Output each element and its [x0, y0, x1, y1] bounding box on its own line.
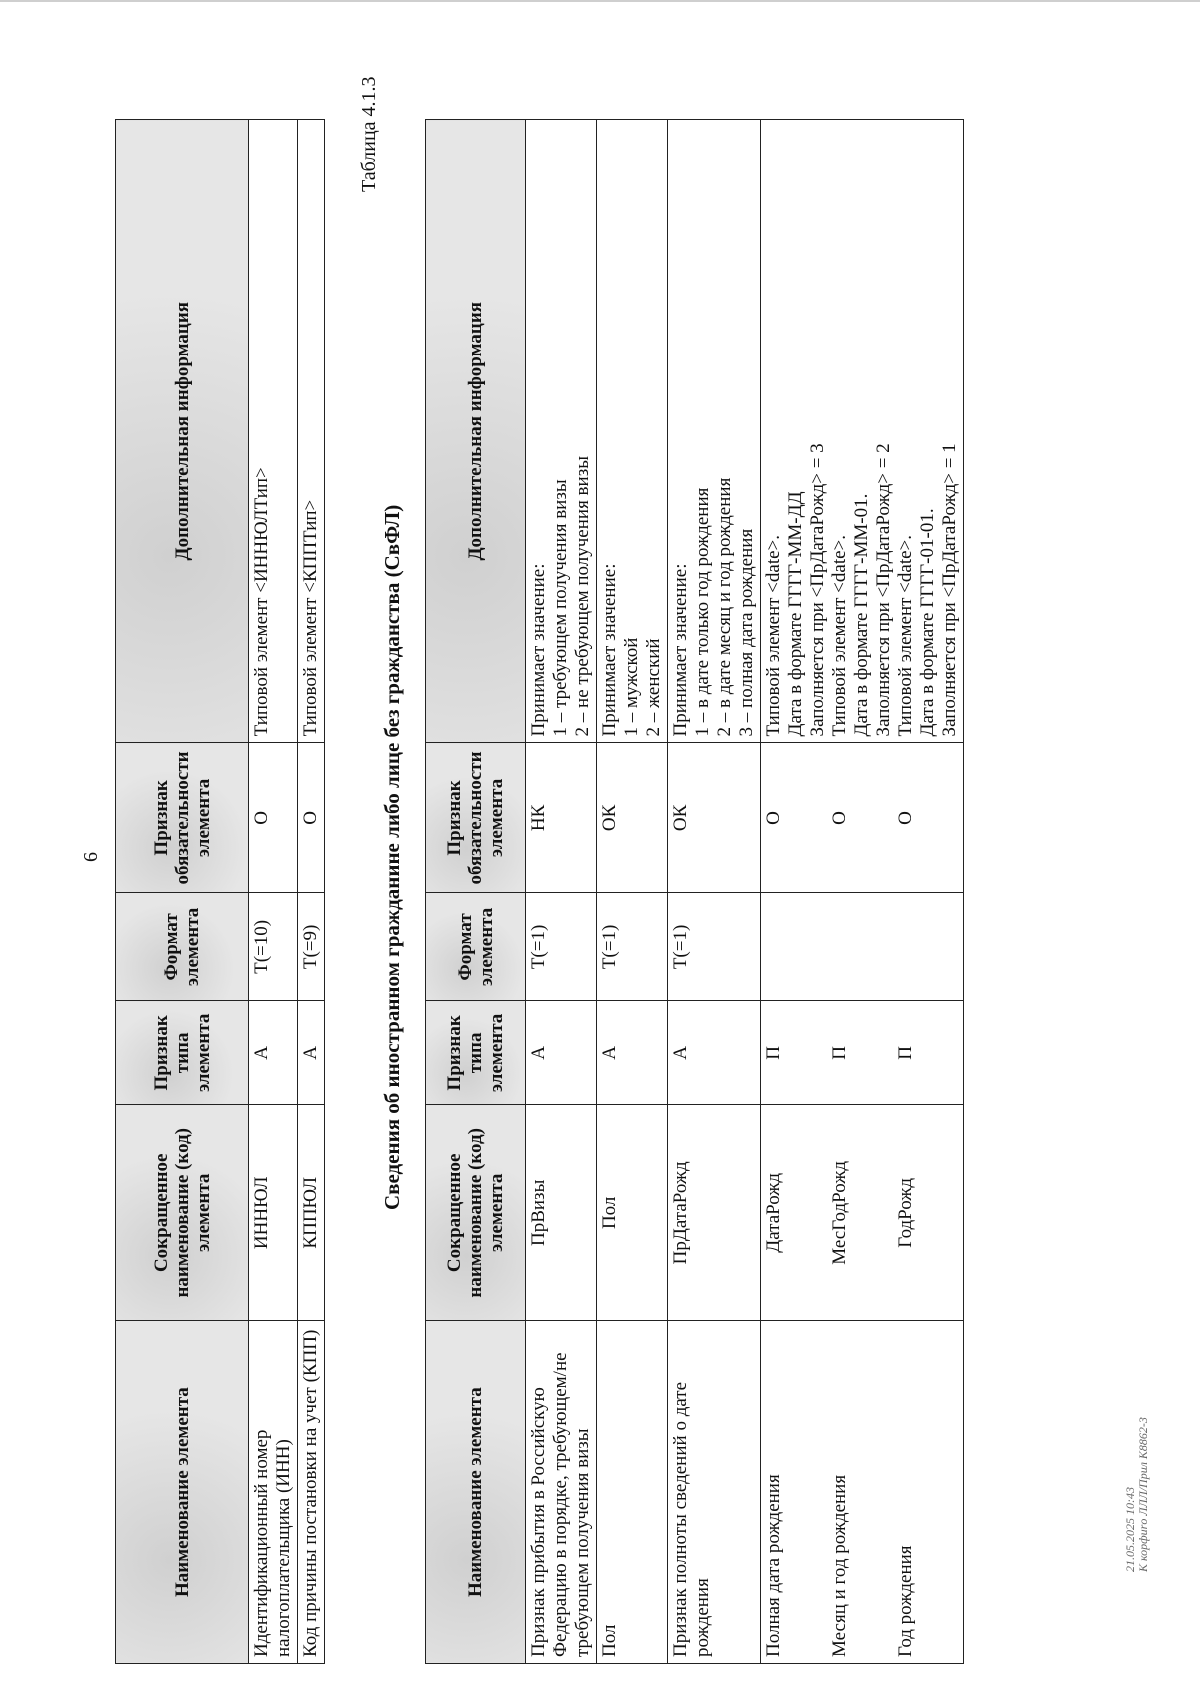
cell-type: А [526, 1001, 597, 1105]
info-line: Типовой элемент <date>. [829, 534, 850, 737]
cell-info [526, 120, 597, 743]
cell-code: ИННЮЛ [249, 1105, 298, 1321]
header-code: Сокращенное наименование (код) элемента [116, 1105, 249, 1321]
page-number: 6 [80, 852, 102, 862]
birth-year-required: О [895, 811, 916, 825]
info-line: 2 – женский [643, 638, 664, 737]
cell-info: Типовой элемент <ИННЮЛТип> [249, 120, 298, 743]
info-line: 1 – в дате только год рождения [692, 487, 713, 737]
table-number: Таблица 4.1.3 [358, 76, 380, 192]
table-row-birth-date-group [761, 120, 964, 1664]
birth-year-code: ГодРожд [895, 1177, 916, 1248]
header-info: Дополнительная информация [426, 120, 526, 743]
birth-full-date-code: ДатаРожд [763, 1172, 784, 1253]
cell-type [761, 1001, 964, 1105]
birth-full-date-name: Полная дата рождения [763, 1474, 784, 1657]
print-footer [1124, 1417, 1150, 1572]
cell-name: Пол [597, 1321, 668, 1664]
birth-year-type: П [895, 1046, 916, 1060]
info-line: Дата в формате ГГГГ-01-01. [917, 508, 938, 737]
header-format: Формат элемента [426, 893, 526, 1001]
cell-info [761, 120, 964, 743]
header-required: Признак обязательности элемента [116, 743, 249, 893]
cell-required: ОК [668, 743, 761, 893]
table-header-row [116, 120, 249, 1664]
info-line: 1 – мужской [621, 637, 642, 737]
info-line: Заполняется при <ПрДатаРожд> = 1 [939, 443, 960, 737]
info-line: Типовой элемент <date>. [763, 534, 784, 737]
cell-required: НК [526, 743, 597, 893]
info-line: Дата в формате ГГГГ-ММ-01. [851, 493, 872, 737]
header-info: Дополнительная информация [116, 120, 249, 743]
cell-type: А [668, 1001, 761, 1105]
cell-format: T(=9) [298, 893, 325, 1001]
cell-type: А [597, 1001, 668, 1105]
info-line: Заполняется при <ПрДатаРожд> = 2 [873, 443, 894, 737]
info-line: Типовой элемент <date>. [895, 534, 916, 737]
info-line: 2 – в дате месяц и год рождения [714, 477, 735, 737]
cell-name [761, 1321, 964, 1664]
cell-info: Типовой элемент <КППТип> [298, 120, 325, 743]
info-line: Принимает значение: [599, 563, 620, 737]
birth-month-year-code: МесГодРожд [829, 1160, 850, 1265]
footer-reference: К корфиrо ЛЛЛ/Прил К8862-3 [1136, 1417, 1150, 1572]
table-row [597, 120, 668, 1664]
cell-name: Код причины постановки на учет (КПП) [298, 1321, 325, 1664]
cell-name: Признак полноты сведений о дате рождения [668, 1321, 761, 1664]
elements-table-svfl [425, 119, 964, 1664]
birth-full-date-type: П [763, 1046, 784, 1060]
birth-month-year-name: Месяц и год рождения [829, 1474, 850, 1657]
birth-year-name: Год рождения [895, 1545, 916, 1657]
cell-format [761, 893, 964, 1001]
cell-name: Признак прибытия в Российскую Федерацию в порядке, требующем/не требующем получения визы [526, 1321, 597, 1664]
info-line: 3 – полная дата рождения [736, 528, 757, 737]
cell-code: КППЮЛ [298, 1105, 325, 1321]
cell-required: О [249, 743, 298, 893]
footer-timestamp: 21.05.2025 10:43 [1123, 1487, 1137, 1572]
header-code: Сокращенное наименование (код) элемента [426, 1105, 526, 1321]
cell-code [761, 1105, 964, 1321]
info-line: 2 – не требующем получения визы [572, 456, 593, 737]
cell-required [761, 743, 964, 893]
info-line: Заполняется при <ПрДатаРожд> = 3 [807, 443, 828, 737]
header-required: Признак обязательности элемента [426, 743, 526, 893]
info-line: Дата в формате ГГГГ-ММ-ДД [785, 491, 806, 737]
cell-code: ПрДатаРожд [668, 1105, 761, 1321]
header-type: Признак типа элемента [116, 1001, 249, 1105]
table-row [298, 120, 325, 1664]
elements-table-top [115, 119, 325, 1664]
header-type: Признак типа элемента [426, 1001, 526, 1105]
cell-code: Пол [597, 1105, 668, 1321]
cell-name: Идентификационный номер налогоплательщика (ИНН) [249, 1321, 298, 1664]
birth-full-date-required: О [763, 811, 784, 825]
table-row [526, 120, 597, 1664]
cell-info [597, 120, 668, 743]
cell-info [668, 120, 761, 743]
cell-required: ОК [597, 743, 668, 893]
cell-format: T(=1) [526, 893, 597, 1001]
section-title: Сведения об иностранном гражданине либо лице без гражданства (СвФЛ) [380, 504, 404, 1210]
info-line: Принимает значение: [528, 563, 549, 737]
info-line: Принимает значение: [670, 563, 691, 737]
birth-month-year-required: О [829, 811, 850, 825]
header-name: Наименование элемента [116, 1321, 249, 1664]
cell-format: T(=10) [249, 893, 298, 1001]
cell-type: А [249, 1001, 298, 1105]
table-row [249, 120, 298, 1664]
cell-code: ПрВизы [526, 1105, 597, 1321]
info-line: 1 – требующем получения визы [550, 479, 571, 737]
cell-required: О [298, 743, 325, 893]
birth-month-year-type: П [829, 1046, 850, 1060]
header-name: Наименование элемента [426, 1321, 526, 1664]
table-header-row [426, 120, 526, 1664]
header-format: Формат элемента [116, 893, 249, 1001]
cell-format: T(=1) [668, 893, 761, 1001]
cell-type: А [298, 1001, 325, 1105]
table-row [668, 120, 761, 1664]
cell-format: T(=1) [597, 893, 668, 1001]
